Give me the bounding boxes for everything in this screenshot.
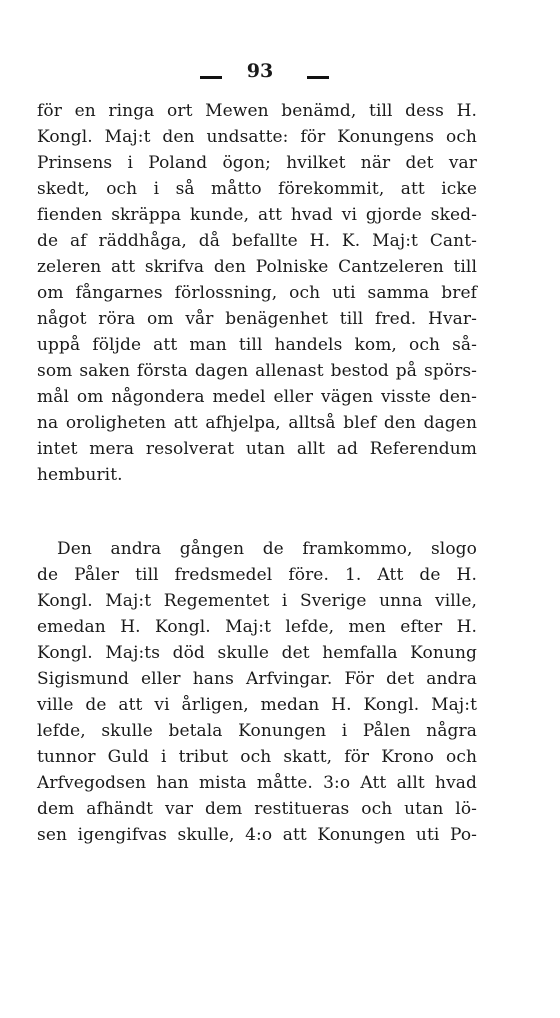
text-line: hemburit. — [37, 465, 123, 485]
text-line: de af räddhåga, då befallte H. K. Maj:t Cant- — [37, 231, 477, 251]
text-line: mål om någondera medel eller vägen visste den- — [37, 387, 477, 407]
paragraph-1 — [37, 98, 477, 514]
text-line: dem afhändt var dem restitueras och utan lö- — [37, 799, 477, 819]
text-line: som saken första dagen allenast bestod på spörs- — [37, 361, 477, 381]
text-line: ville de att vi årligen, medan H. Kongl. Maj:t — [37, 695, 477, 715]
text-line: sen igengifvas skulle, 4:o att Konungen uti Po- — [37, 825, 477, 845]
text-line: intet mera resolverat utan allt ad Referendum — [37, 439, 477, 459]
text-line: Kongl. Maj:ts död skulle det hemfalla Konung — [37, 643, 477, 663]
text-line: något röra om vår benägenhet till fred. Hvar- — [37, 309, 477, 329]
header-dash-left — [200, 76, 222, 79]
text-line: skedt, och i så måtto förekommit, att icke — [37, 179, 477, 199]
text-line: emedan H. Kongl. Maj:t lefde, men efter H. — [37, 617, 477, 637]
text-line: Den andra gången de framkommo, slogo — [57, 539, 477, 559]
text-line: Kongl. Maj:t Regementet i Sverige unna ville, — [37, 591, 477, 611]
text-line: Kongl. Maj:t den undsatte: för Konungens och — [37, 127, 477, 147]
text-line: Sigismund eller hans Arfvingar. För det andra — [37, 669, 477, 689]
text-line: Prinsens i Poland ögon; hvilket när det var — [37, 153, 477, 173]
text-line: om fångarnes förlossning, och uti samma bref — [37, 283, 477, 303]
text-line: Arfvegodsen han mista måtte. 3:o Att allt hvad — [37, 773, 477, 793]
text-line: fienden skräppa kunde, att hvad vi gjorde sked- — [37, 205, 477, 225]
paragraph-2 — [37, 536, 477, 848]
text-line: för en ringa ort Mewen benämd, till dess H. — [37, 101, 477, 121]
header-dash-right — [307, 76, 329, 79]
text-line: de Påler till fredsmedel före. 1. Att de H. — [37, 565, 477, 585]
text-line: na oroligheten att afhjelpa, alltså blef den dagen — [37, 413, 477, 433]
text-line: zeleren att skrifva den Polniske Cantzeleren till — [37, 257, 477, 277]
page-header — [0, 56, 560, 90]
page-number: 93 — [246, 60, 274, 82]
text-line: uppå följde att man till handels kom, och så- — [37, 335, 477, 355]
text-line: tunnor Guld i tribut och skatt, för Krono och — [37, 747, 477, 767]
text-line: lefde, skulle betala Konungen i Pålen några — [37, 721, 477, 741]
